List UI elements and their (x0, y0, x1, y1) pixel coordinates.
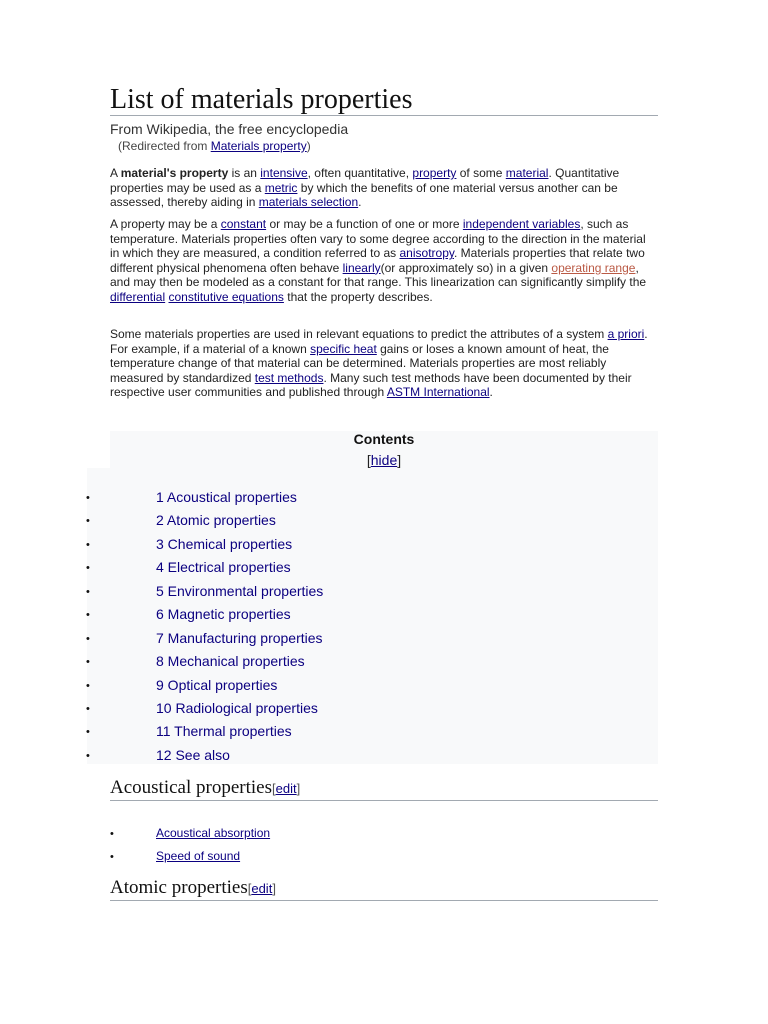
intro-paragraph-1 (110, 166, 658, 210)
redirect-suffix: ) (306, 139, 311, 153)
bullet-icon: • (86, 492, 90, 504)
bullet-icon: • (86, 515, 90, 528)
link-linearly[interactable]: linearly (342, 260, 381, 275)
site-tagline: From Wikipedia, the free encyclopedia (110, 121, 349, 137)
bold-term: material's property (120, 166, 229, 180)
text: is an (228, 166, 261, 180)
bullet-icon: • (86, 585, 90, 598)
link-acoustical-absorption[interactable]: Acoustical absorption (156, 826, 271, 840)
edit-bracket: [ (247, 881, 252, 896)
bullet-icon: • (86, 749, 90, 762)
redirect-prefix: (Redirected from (118, 139, 211, 153)
toc-hide-link[interactable]: hide (370, 452, 398, 468)
text: . (358, 195, 362, 210)
toc-link-thermal[interactable]: 11 Thermal properties (156, 723, 292, 740)
section-heading-atomic (110, 877, 276, 899)
toc-background-extension (87, 468, 111, 764)
section-divider (110, 800, 658, 801)
edit-link-acoustical[interactable]: edit (275, 781, 297, 796)
bullet-icon: • (86, 679, 90, 692)
link-anisotropy[interactable]: anisotropy (399, 246, 454, 261)
bullet-icon: • (86, 562, 90, 575)
toc-toggle-open: [ (366, 452, 371, 468)
text: . (489, 385, 493, 400)
toc-title: Contents (353, 431, 415, 447)
bullet-icon: • (86, 632, 90, 645)
redirect-source-link[interactable]: Materials property (210, 139, 307, 153)
section-heading-text: Acoustical properties (110, 777, 272, 798)
text: that the property describes. (283, 289, 433, 304)
bullet-icon: • (86, 702, 90, 715)
toc-link-environmental[interactable]: 5 Environmental properties (156, 582, 324, 599)
toc-link-acoustical[interactable]: 1 Acoustical properties (156, 489, 297, 505)
toc-link-radiological[interactable]: 10 Radiological properties (156, 699, 318, 716)
bullet-icon: • (110, 828, 114, 840)
bullet-icon: • (86, 656, 90, 669)
text: of some (456, 166, 506, 180)
text: , such as temperature. Materials properties often vary to some degree according to the direction in the material in which they are measured, a condition referred to as (110, 217, 646, 261)
bullet-icon: • (110, 851, 114, 863)
section-divider (110, 900, 658, 901)
toc-toggle-close: ] (397, 452, 402, 468)
edit-bracket: [ (271, 781, 276, 796)
toc-link-magnetic[interactable]: 6 Magnetic properties (156, 606, 291, 623)
edit-bracket: ] (272, 881, 276, 896)
toc-link-electrical[interactable]: 4 Electrical properties (156, 559, 291, 576)
intro-paragraph-2 (110, 217, 658, 305)
text: , and may then be modeled as a constant for that range. This linearization can significantly simplify the (110, 260, 647, 290)
link-property[interactable]: property (412, 166, 457, 180)
text: (or approximately so) in a given (380, 260, 552, 275)
toc-link-see-also[interactable]: 12 See also (156, 746, 230, 763)
link-astm-international[interactable]: ASTM International (386, 385, 490, 400)
section-heading-acoustical (110, 777, 300, 799)
section-edit (272, 781, 300, 796)
link-constant[interactable]: constant (220, 217, 267, 231)
toc-toggle (110, 452, 658, 468)
link-operating-range[interactable]: operating range (551, 260, 636, 275)
text: . Quantitative properties may be used as a (110, 166, 620, 195)
toc-link-chemical[interactable]: 3 Chemical properties (156, 535, 293, 552)
text: , often quantitative, (307, 166, 413, 180)
link-specific-heat[interactable]: specific heat (310, 341, 377, 356)
toc-link-optical[interactable]: 9 Optical properties (156, 676, 278, 693)
text: . For example, if a material of a known (110, 327, 648, 356)
edit-link-atomic[interactable]: edit (251, 881, 273, 896)
text: Some materials properties are used in relevant equations to predict the attributes of a system (110, 327, 608, 341)
section-heading-text: Atomic properties (110, 877, 248, 898)
link-independent-variables[interactable]: independent variables (462, 217, 581, 231)
bullet-icon: • (86, 609, 90, 622)
text: by which the benefits of one material versus another can be assessed, thereby aiding in (110, 180, 618, 210)
link-test-methods[interactable]: test methods (254, 370, 324, 385)
link-materials-selection[interactable]: materials selection (258, 195, 359, 210)
toc-link-manufacturing[interactable]: 7 Manufacturing properties (156, 629, 323, 646)
bullet-icon: • (86, 538, 90, 551)
redirect-notice (118, 139, 311, 153)
link-constitutive-equations[interactable]: constitutive equations (168, 289, 284, 304)
toc-link-atomic[interactable]: 2 Atomic properties (156, 512, 276, 529)
title-divider (110, 115, 658, 116)
text: . Many such test methods have been documented by their respective user communities and published through (110, 370, 632, 400)
intro-paragraph-3 (110, 327, 658, 400)
link-intensive[interactable]: intensive (260, 166, 308, 180)
text: A (110, 166, 121, 180)
bullet-icon: • (86, 726, 90, 739)
toc-link-mechanical[interactable]: 8 Mechanical properties (156, 653, 305, 670)
text: gains or loses a known amount of heat, the temperature change of that material can be determined. Materials properties are most reliably measured by standardized (110, 341, 609, 385)
text: or may be a function of one or more (266, 217, 463, 231)
text: A property may be a (110, 217, 221, 231)
link-speed-of-sound[interactable]: Speed of sound (156, 849, 241, 863)
link-material[interactable]: material (505, 166, 549, 180)
edit-bracket: ] (296, 781, 301, 796)
link-differential[interactable]: differential (110, 289, 166, 304)
link-metric[interactable]: metric (264, 180, 298, 195)
page-title: List of materials properties (110, 84, 413, 115)
link-a-priori[interactable]: a priori (607, 327, 645, 341)
text: . Materials properties that relate two different physical phenomena often behave (110, 246, 645, 275)
section-edit (248, 881, 276, 896)
